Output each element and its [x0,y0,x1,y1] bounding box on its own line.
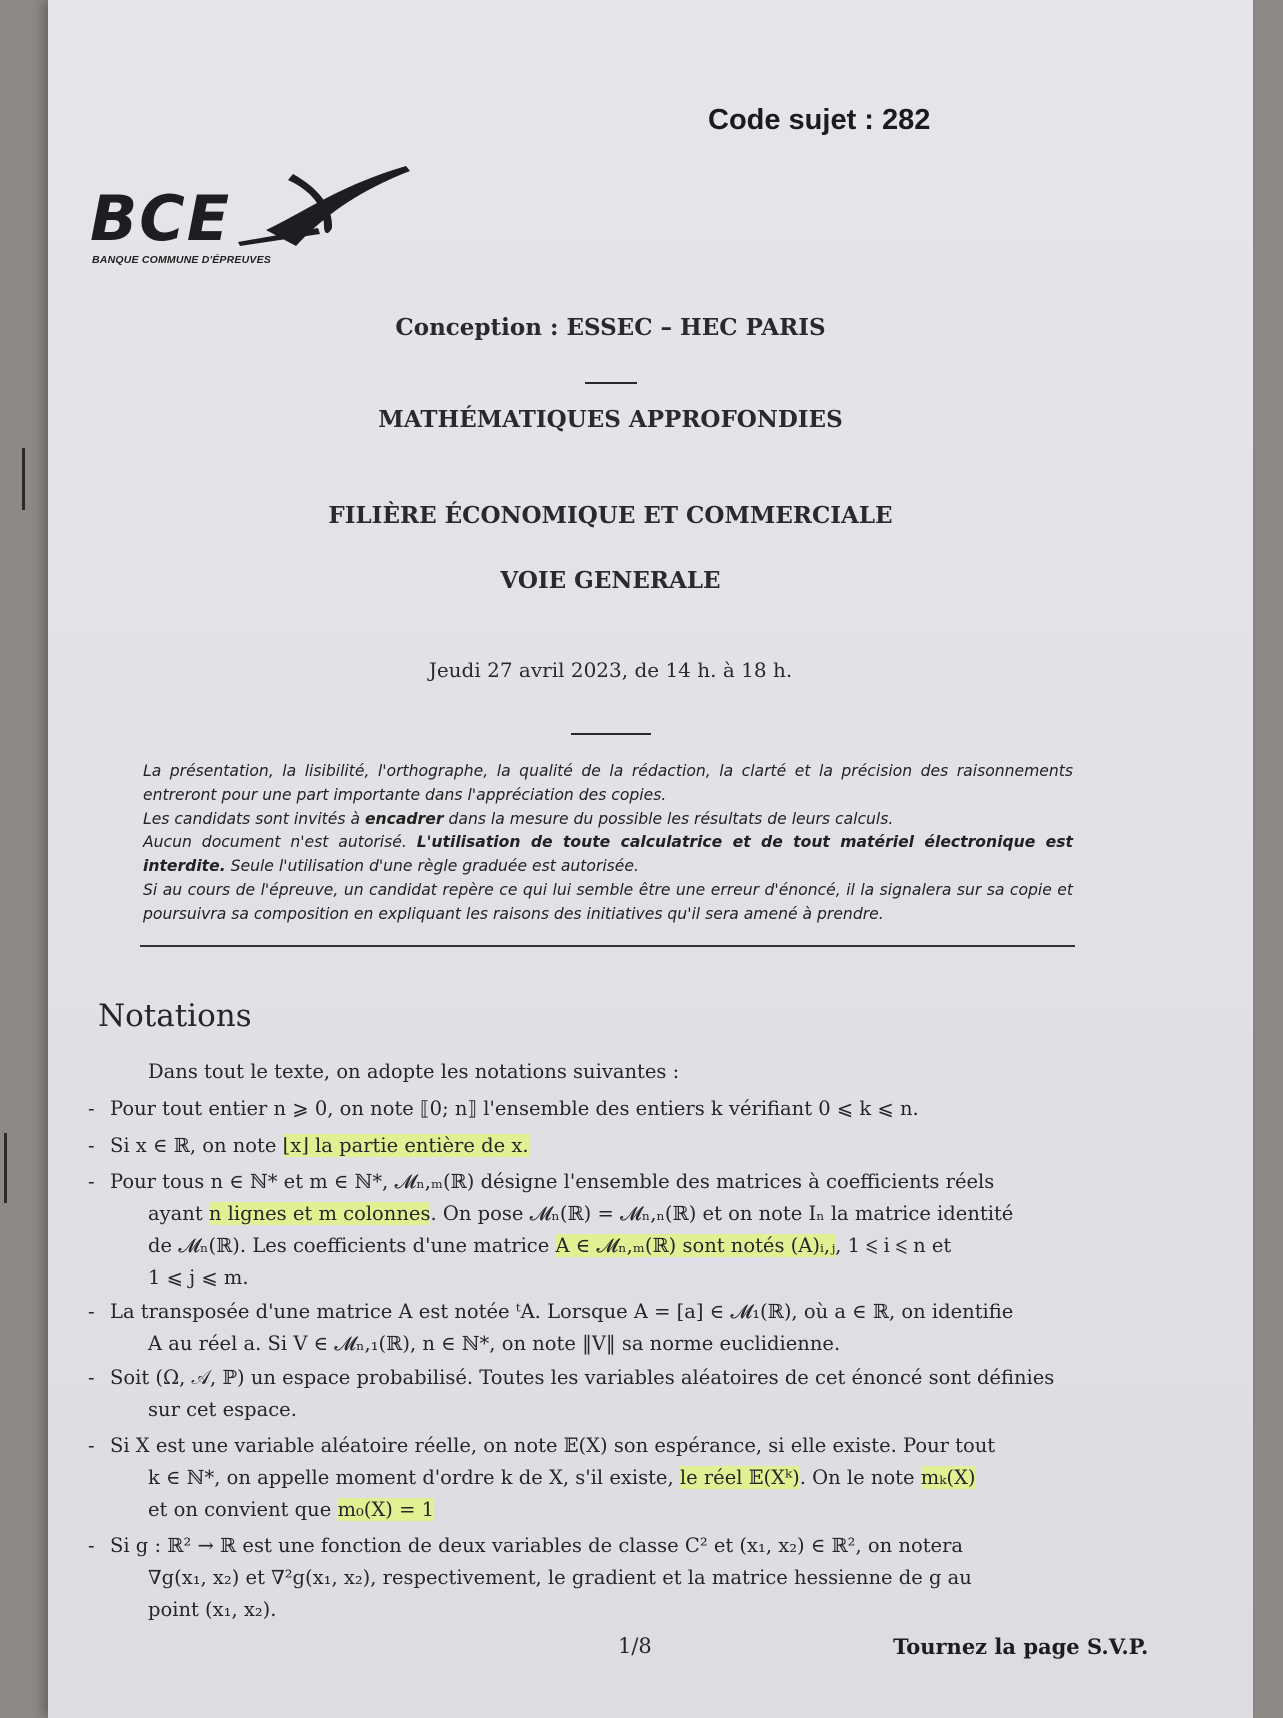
divider [571,733,651,735]
margin-pen-mark [4,1133,7,1203]
filiere-title: FILIÈRE ÉCONOMIQUE ET COMMERCIALE [328,502,893,529]
instructions-rule [140,945,1075,947]
instruction-documents: Aucun document n'est autorisé. L'utilisation de toute calculatrice et de tout matériel électronique est interdite. Seule l'utilisation d'une règle graduée est autorisée. [143,833,1073,876]
instruction-errors: Si au cours de l'épreuve, un candidat repère ce qui lui semble être une erreur d'énoncé, il la signalera sur sa copie et poursuivra sa composition en expliquant les raisons des initiatives qu'il sera amené à prendre. [143,880,1073,923]
notation-item: - Pour tous n ∈ ℕ* et m ∈ ℕ*, 𝓜ₙ,ₘ(ℝ) désigne l'ensemble des matrices à coefficients réels ayant n lignes et m colonnes. On pose 𝓜ₙ(ℝ) = 𝓜ₙ,ₙ(ℝ) et on note Iₙ la matrice identité de 𝓜ₙ(ℝ). Les coefficients d'une matrice A ∈ 𝓜ₙ,ₘ(ℝ) sont notés (A)ᵢ,ⱼ, 1 ⩽ i ⩽ n et 1 ⩽ j ⩽ m. [88,1170,1014,1289]
conception-line: Conception : ESSEC – HEC PARIS [395,314,826,341]
notations-intro: Dans tout le texte, on adopte les notations suivantes : [148,1060,680,1083]
notation-item: - Si g : ℝ² → ℝ est une fonction de deux variables de classe C² et (x₁, x₂) ∈ ℝ², on notera ∇g(x₁, x₂) et ∇²g(x₁, x₂), respectivement, le gradient et la matrice hessienne de g au point (x₁, x₂). [88,1534,972,1621]
notation-item: - La transposée d'une matrice A est notée ᵗA. Lorsque A = [a] ∈ 𝓜₁(ℝ), où a ∈ ℝ, on identifie A au réel a. Si V ∈ 𝓜ₙ,₁(ℝ), n ∈ ℕ*, on note ‖V‖ sa norme euclidienne. [88,1300,1014,1355]
instruction-presentation: La présentation, la lisibilité, l'orthographe, la qualité de la rédaction, la clarté et la précision des raisonnements entreront pour une part importante dans l'appréciation des copies. [143,762,1073,804]
turn-page-note: Tournez la page S.V.P. [893,1634,1149,1659]
notation-item: - Pour tout entier n ⩾ 0, on note ⟦0; n⟧ l'ensemble des entiers k vérifiant 0 ⩽ k ⩽ n. [88,1097,919,1120]
notation-item: - Si x ∈ ℝ, on note ⌊x⌋ la partie entière de x. [88,1134,529,1157]
logo-tagline: BANQUE COMMUNE D'ÉPREUVES [92,254,272,266]
notation-item: - Soit (Ω, 𝒜, ℙ) un espace probabilisé. Toutes les variables aléatoires de cet énoncé sont définies sur cet espace. [88,1366,1055,1421]
bce-logo-mark: BCE [90,182,232,255]
exam-date: Jeudi 27 avril 2023, de 14 h. à 18 h. [428,658,793,682]
instructions-block [143,760,1073,927]
notation-item: - Si X est une variable aléatoire réelle, on note 𝔼(X) son espérance, si elle existe. Pour tout k ∈ ℕ*, on appelle moment d'ordre k de X, s'il existe, le réel 𝔼(Xᵏ). On le note mₖ(X) et on convient que m₀(X) = 1 [88,1434,996,1521]
divider [585,382,637,384]
margin-pen-mark [22,448,25,510]
code-sujet: Code sujet : 282 [708,104,931,136]
instruction-encadrer: Les candidats sont invités à encadrer dans la mesure du possible les résultats de leurs calculs. [143,809,894,828]
notations-heading: Notations [98,998,252,1034]
page-number: 1/8 [618,1634,652,1658]
voie-title: VOIE GENERALE [500,567,721,594]
exam-page [48,0,1253,1718]
subject-title: MATHÉMATIQUES APPROFONDIES [378,406,843,433]
